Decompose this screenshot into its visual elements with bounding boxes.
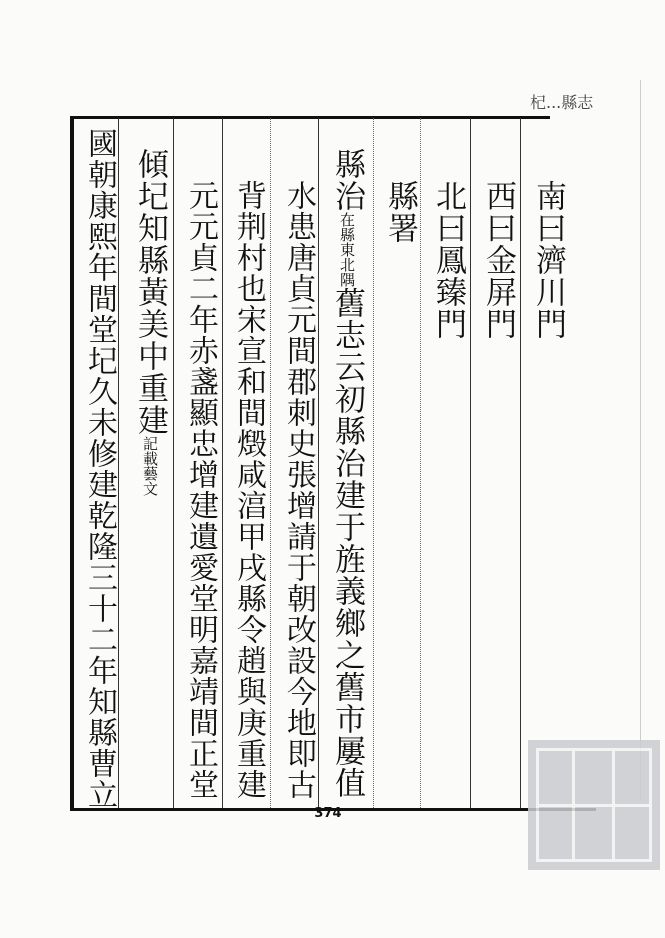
text-column-5 bbox=[327, 148, 367, 799]
margin-fragment: 杞...縣志 bbox=[530, 93, 594, 112]
page-number: 374 bbox=[314, 806, 342, 821]
text-column-9 bbox=[130, 148, 170, 496]
text-column-4: 縣署 bbox=[382, 180, 418, 244]
text-column-3: 北曰鳳臻門 bbox=[430, 180, 466, 340]
col5-note: 在縣東北隅 bbox=[338, 212, 356, 287]
page-edge-line bbox=[640, 80, 641, 800]
col9-main: 傾圮知縣黃美中重建 bbox=[132, 148, 168, 436]
column-rule bbox=[373, 118, 375, 808]
column-rule bbox=[470, 118, 471, 808]
library-watermark-seal bbox=[528, 740, 660, 870]
text-column-1: 南曰濟川門 bbox=[530, 180, 566, 340]
text-column-8: 元元貞二年赤盞顯忠增建遺愛堂明嘉靖間正堂 bbox=[183, 180, 218, 800]
column-rule bbox=[118, 118, 119, 808]
col5-main-a: 縣治 bbox=[329, 148, 365, 212]
column-rule bbox=[173, 118, 174, 808]
column-rule bbox=[222, 118, 223, 808]
column-rule bbox=[520, 118, 521, 808]
col5-main-b: 舊志云初縣治建于旌義鄉之舊市屢值 bbox=[329, 287, 365, 799]
text-column-2: 西曰金屏門 bbox=[480, 180, 516, 340]
column-rule bbox=[420, 118, 422, 808]
column-rule bbox=[270, 118, 272, 808]
col9-note: 記載藝文 bbox=[141, 436, 159, 496]
text-column-7: 背荆村也宋宣和間燬咸湻甲戌縣令趙與庚重建 bbox=[231, 180, 266, 800]
text-column-10: 國朝康熙年間堂圮久未修建乾隆三十二年知縣曹立 bbox=[82, 128, 117, 810]
column-rule bbox=[318, 118, 319, 808]
text-column-6: 水患唐貞元間郡刺史張增請于朝改設今地即古 bbox=[281, 180, 316, 800]
